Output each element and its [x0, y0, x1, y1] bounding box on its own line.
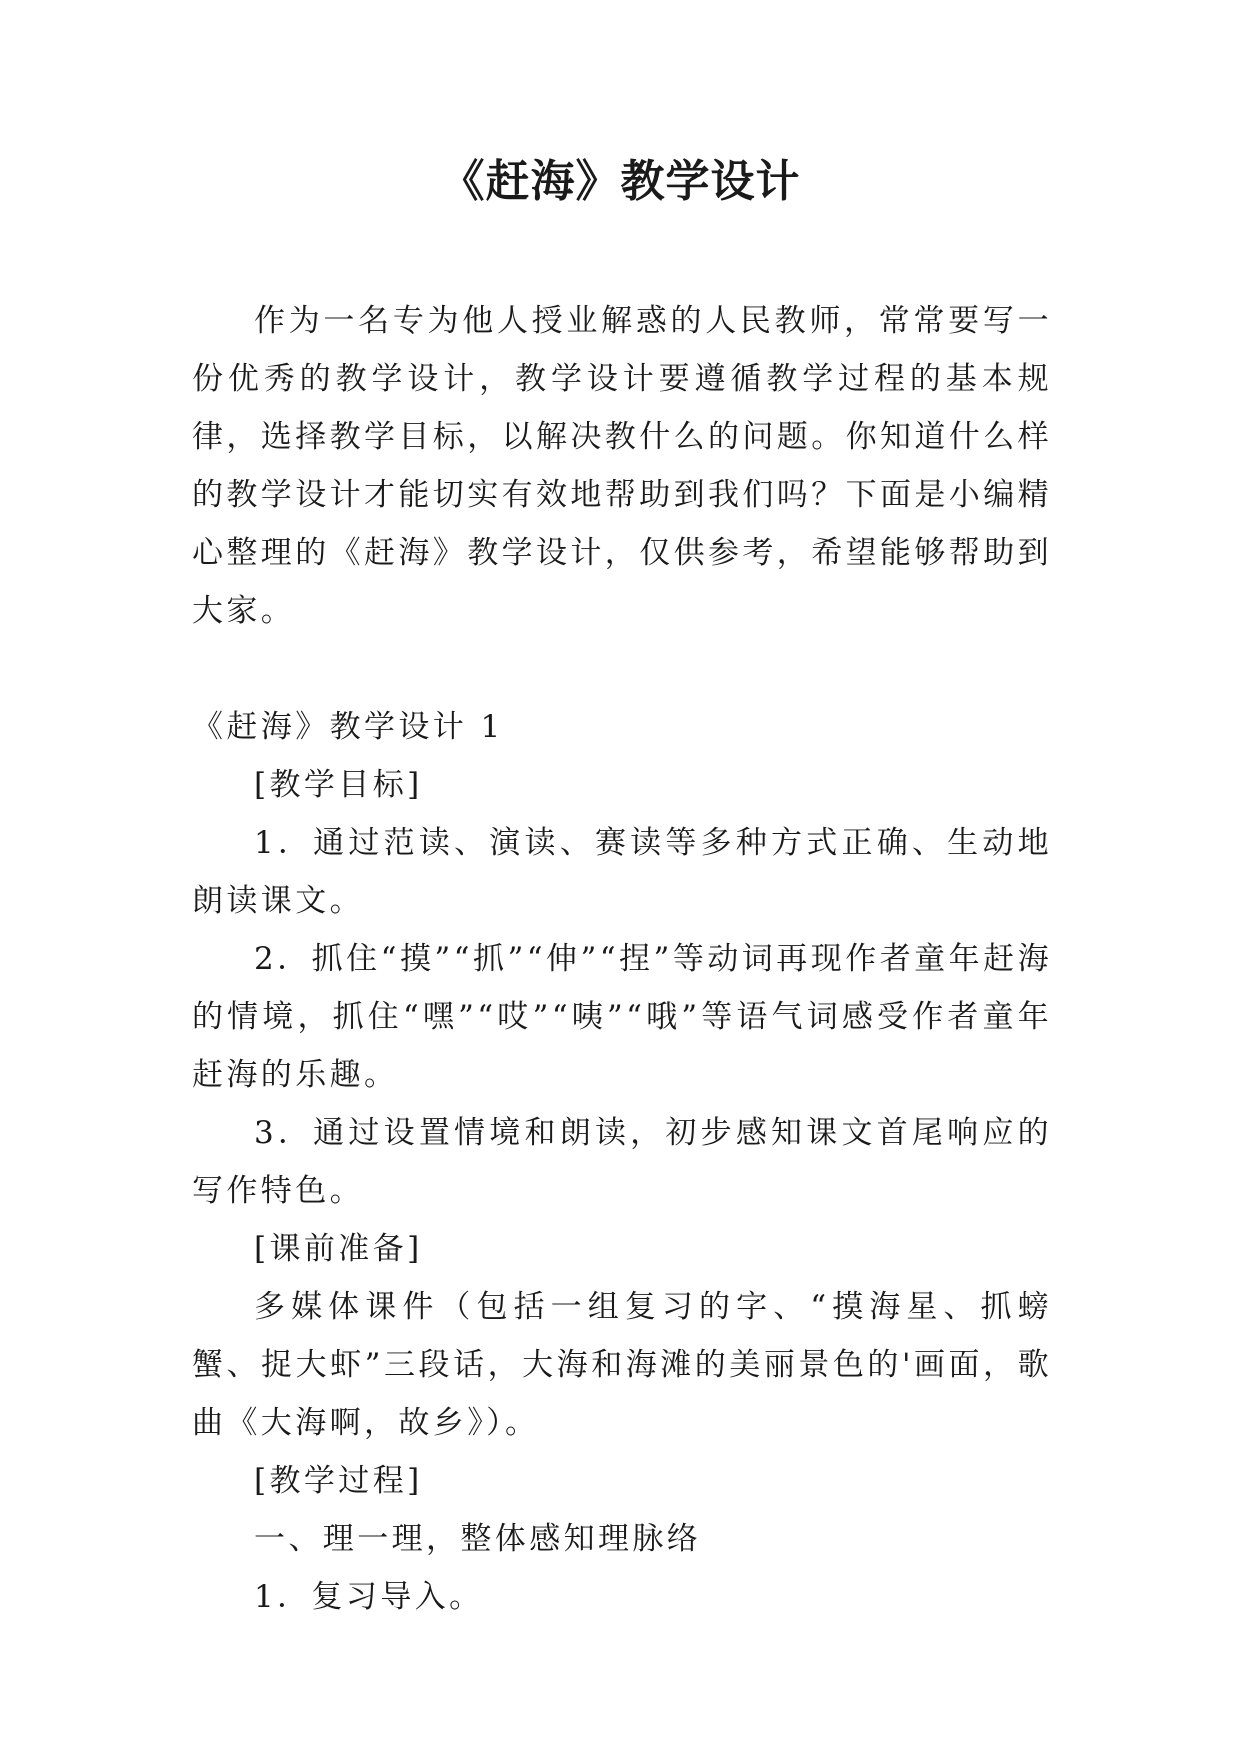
goal-item-2: 2．抓住“摸”“抓”“伸”“捏”等动词再现作者童年赶海的情境，抓住“嘿”“哎”“咦”“哦”等语气词感受作者童年赶海的乐趣。 [192, 941, 1052, 1093]
section-heading: 《赶海》教学设计 1 [192, 709, 504, 745]
document-body [192, 292, 1052, 1626]
intro-paragraph: 作为一名专为他人授业解惑的人民教师，常常要写一份优秀的教学设计，教学设计要遵循教学过程的基本规律，选择教学目标，以解决教什么的问题。你知道什么样的教学设计才能切实有效地帮助到我们吗？下面是小编精心整理的《赶海》教学设计，仅供参考，希望能够帮助到大家。 [192, 303, 1052, 629]
process-heading: [教学过程] [254, 1463, 423, 1499]
goal-item-3: 3．通过设置情境和朗读，初步感知课文首尾响应的写作特色。 [192, 1115, 1052, 1209]
document-title: 《赶海》教学设计 [440, 156, 801, 207]
goal-item-1: 1．通过范读、演读、赛读等多种方式正确、生动地朗读课文。 [192, 825, 1052, 919]
process-step: 一、理一理，整体感知理脉络 [254, 1521, 702, 1557]
prep-paragraph: 多媒体课件（包括一组复习的字、“摸海星、抓螃蟹、捉大虾”三段话，大海和海滩的美丽景色的'画面，歌曲《大海啊，故乡》）。 [192, 1289, 1052, 1441]
prep-heading: [课前准备] [254, 1231, 423, 1267]
goals-heading: [教学目标] [254, 767, 423, 803]
process-item: 1．复习导入。 [254, 1579, 484, 1615]
